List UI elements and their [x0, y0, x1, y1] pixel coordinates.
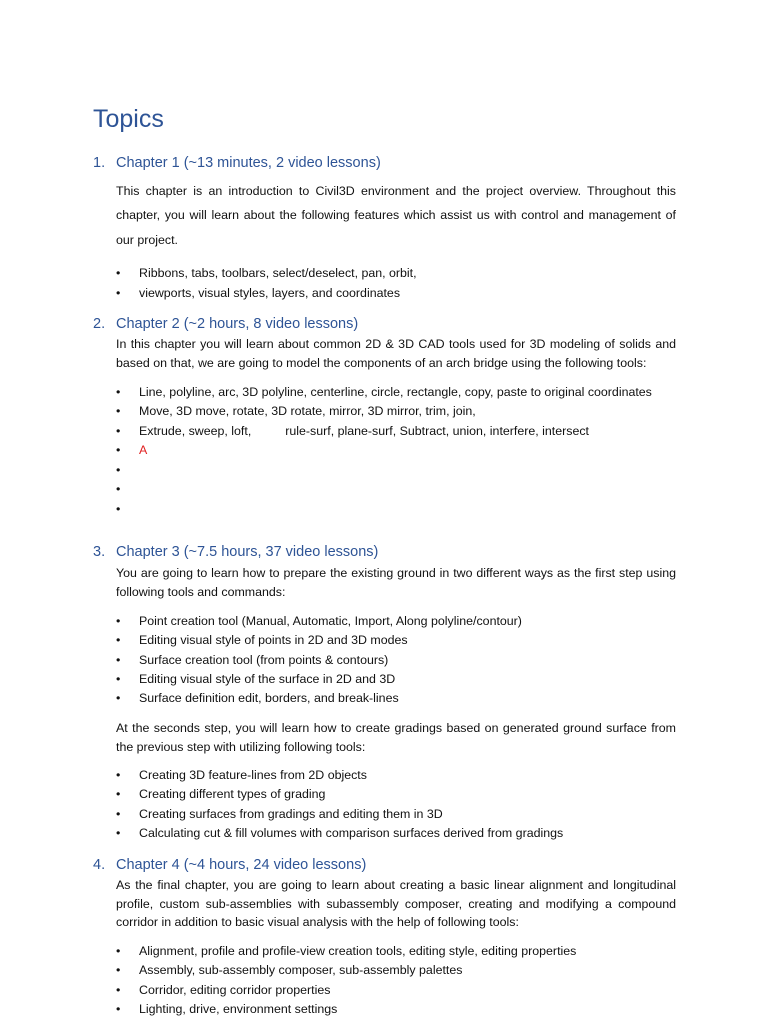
chapter-2-paragraph: In this chapter you will learn about common 2D & 3D CAD tools used for 3D modeling of solids and based on that, we are going to model the components of an arch bridge using the following tools:	[116, 337, 676, 370]
chapter-3-paragraph-2: At the seconds step, you will learn how to create gradings based on generated ground surface from the previous step with utilizing following tools:	[116, 721, 676, 754]
chapter-3-paragraph: You are going to learn how to prepare the existing ground in two different ways as the first step using following tools and commands:	[116, 566, 676, 599]
chapter-4-heading	[93, 856, 366, 874]
chapter-1-paragraph: This chapter is an introduction to Civil3D environment and the project overview. Throughout this chapter, you will learn about the following features which assist us with control and management of our project.	[116, 184, 676, 247]
chapter-3-number: 3.	[93, 544, 106, 560]
chapter-2-heading	[93, 315, 358, 333]
chapter-3-heading	[93, 543, 378, 561]
chapter-1-heading	[93, 154, 381, 172]
chapter-4-number: 4.	[93, 857, 106, 873]
chapter-1-number: 1.	[93, 155, 106, 171]
chapter-3-title: Chapter 3 (~7.5 hours, 37 video lessons)	[116, 544, 379, 560]
chapter-2-title: Chapter 2 (~2 hours, 8 video lessons)	[116, 316, 359, 332]
page-title: Topics	[93, 105, 164, 133]
chapter-4-title: Chapter 4 (~4 hours, 24 video lessons)	[116, 857, 367, 873]
document-page: Topics 1. Chapter 1 (~13 minutes, 2 video lessons) This chapter is an introduction to Civil3D environment and the project overview. Throughout this chapter, you will learn about the following features which assist us with control and management of our project. Ribbons, tabs, toolbars, select/deselect, pan, orbit, viewports, visual styles, layers, and coordinates 2. Chapter 2 (~2 hours, 8 video lessons) In this chapter you will learn about common 2D & 3D CAD tools used for 3D modeling of solids and based on that, we are going to model the components of an arch bridge using the following tools: Line, polyline, arc, 3D polyline, centerline, circle, rectangle, copy, paste to original coordinates Move, 3D move, rotate, 3D rotate, mirror, 3D mirror, trim, join, Extrude, sweep, loft, rule-surf, plane-surf, Subtract, union, interfere, intersect A 3. Chapter 3 (~7.5 hours, 37 video lessons) You are going to learn how to prepare the existing ground in two different ways as the first step using following tools and commands: Point creation tool (Manual, Automatic, Import, Along polyline/contour) Editing visual style of points in 2D and 3D modes Surface creation tool (from points & contours) Editing visual style of the surface in 2D and 3D Surface definition edit, borders, and break-lines At the seconds step, you will learn how to create gradings based on generated ground surface from the previous step with utilizing following tools: Creating 3D feature-lines from 2D objects Creating different types of grading Creating surfaces from gradings and editing them in 3D Calculating cut & fill volumes with comparison surfaces derived from gradings 4. Chapter 4 (~4 hours, 24 video lessons) As the final chapter, you are going to learn about creating a basic linear alignment and longitudinal profile, custom sub-assemblies with subassembly composer, creating and modifying a compound corridor in addition to basic visual analysis with the help of following tools: Alignment, profile and profile-view creation tools, editing style, editing properties Assembly, sub-assembly composer, sub-assembly palettes Corridor, editing corridor properties Lighting, drive, environment settings	[93, 105, 676, 1016]
chapter-1-title: Chapter 1 (~13 minutes, 2 video lessons)	[116, 155, 381, 171]
chapter-2-number: 2.	[93, 316, 106, 332]
chapter-4-paragraph: As the final chapter, you are going to learn about creating a basic linear alignment and longitudinal profile, custom sub-assemblies with subassembly composer, creating and modifying a compound corridor in addition to basic visual analysis with the help of following tools:	[116, 878, 676, 930]
